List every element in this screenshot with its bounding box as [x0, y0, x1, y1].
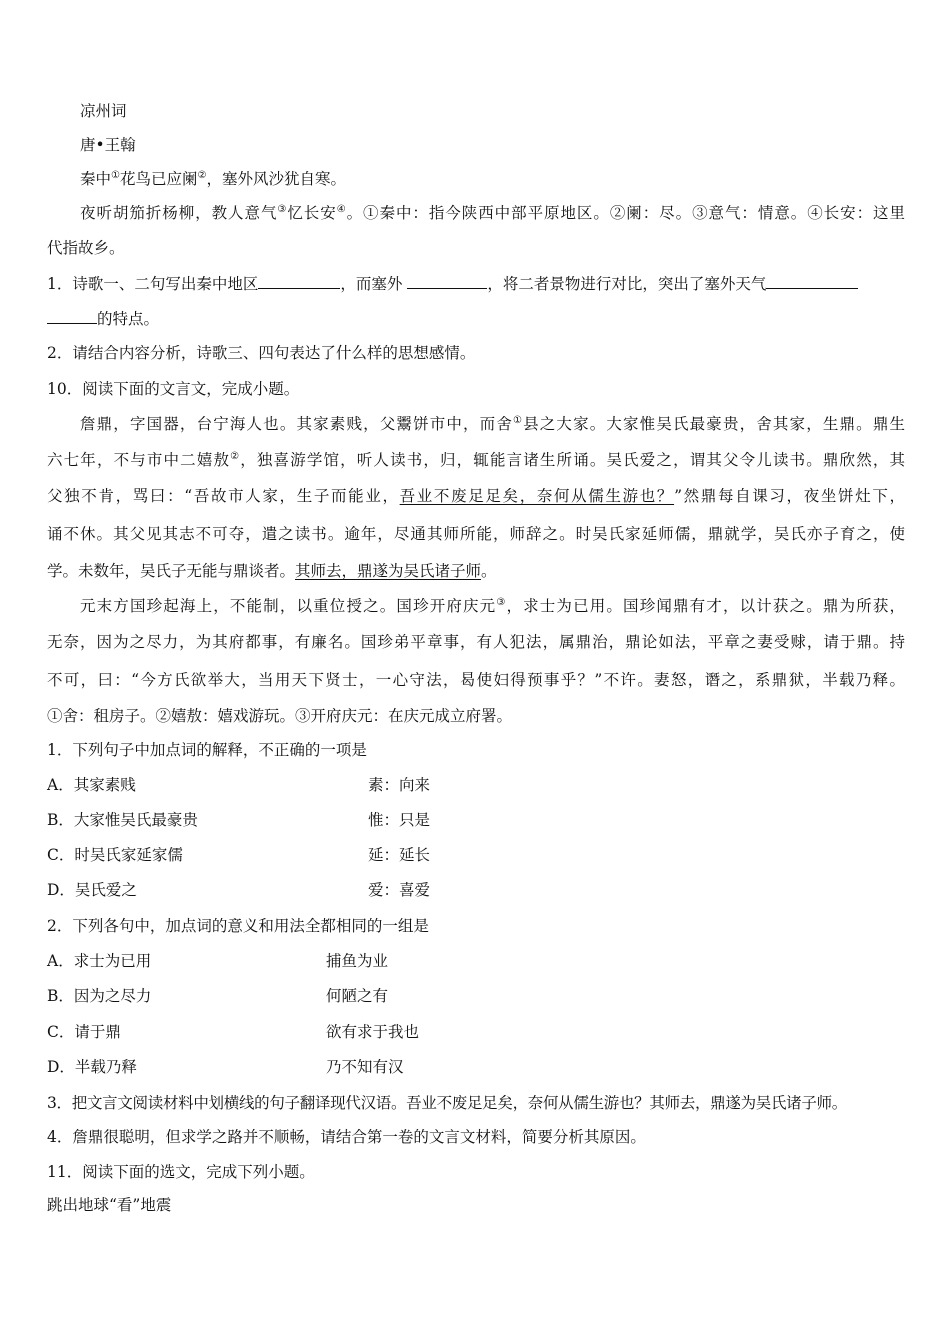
- mc1-option-d[interactable]: D．吴氏爱之 爱：喜爱: [47, 881, 431, 899]
- mc2-option-d[interactable]: D．半载乃释 乃不知有汉: [47, 1058, 404, 1076]
- poem-note-end: 代指故乡。: [47, 239, 125, 257]
- q10-question-3: 3．把文言文阅读材料中划横线的句子翻译现代汉语。吾业不废足足矣，奈何从儒生游也？其师去，鼎遂为吴氏诸子师。: [47, 1094, 847, 1112]
- passage-line: 不可，曰：“今方氏欲举大，当用天下贤士，一心守法，曷使妇得预事乎？”不许。妻怒，谮之，系鼎狱，半载乃释。: [47, 671, 905, 689]
- mc2-option-c[interactable]: C．请于鼎 欲有求于我也: [47, 1023, 420, 1041]
- underlined-sentence: 吾业不废足足矣，奈何从儒生游也？: [399, 487, 675, 505]
- poem-title: 凉州词: [80, 102, 127, 120]
- mc2-option-b[interactable]: B．因为之尽力 何陋之有: [47, 987, 389, 1005]
- poem-question-1: 1．诗歌一、二句写出秦中地区 ，而塞外 ，将二者景物进行对比，突出了塞外天气: [47, 274, 858, 294]
- passage-notes: ①舍：租房子。②嬉敖：嬉戏游玩。③开府庆元：在庆元成立府署。: [47, 707, 513, 725]
- mc1-option-b[interactable]: B．大家惟吴氏最豪贵 惟：只是: [47, 811, 431, 829]
- passage-line: 六七年，不与市中二嬉敖②，独喜游学馆，听人读书，归，辄能言诸生所诵。吴氏爱之，谓其父令儿读书。鼎欣然，其: [47, 450, 905, 469]
- mc1-option-a[interactable]: A．其家素贱 素：向来: [47, 776, 431, 794]
- passage-line: 詹鼎，字国器，台宁海人也。其家素贱，父鬻饼市中，而舍①县之大家。大家惟吴氏最豪贵，舍其家，生鼎。鼎生: [80, 414, 905, 433]
- answer-blank[interactable]: [766, 274, 858, 289]
- passage-line: 元末方国珍起海上，不能制，以重位授之。国珍开府庆元③，求士为已用。国珍闻鼎有才，以计获之。鼎为所获，: [80, 596, 905, 615]
- poem-author: 唐•王翰: [80, 136, 136, 154]
- q10-heading: 10．阅读下面的文言文，完成小题。: [47, 380, 300, 398]
- poem-line-2: 夜听胡笳折杨柳，教人意气③忆长安④。①秦中：指今陕西中部平原地区。②阑：尽。③意气：情意。④长安：这里: [80, 203, 905, 222]
- mc1-stem: 1．下列句子中加点词的解释，不正确的一项是: [47, 741, 367, 759]
- passage-line: 父独不肯，骂曰：“吾故市人家，生子而能业，吾业不废足足矣，奈何从儒生游也？”然鼎每自课习，夜坐饼灶下，: [47, 487, 905, 505]
- poem-question-1-cont: 的特点。: [47, 309, 159, 329]
- passage-line: 诵不休。其父见其志不可夺，遣之读书。逾年，尽通其师所能，师辞之。时吴氏家延师儒，鼎就学，吴氏亦子育之，使: [47, 525, 905, 543]
- mc2-option-a[interactable]: A．求士为已用 捕鱼为业: [47, 952, 389, 970]
- q11-passage-title: 跳出地球“看”地震: [47, 1196, 172, 1214]
- q10-question-4: 4．詹鼎很聪明，但求学之路并不顺畅，请结合第一卷的文言文材料，简要分析其原因。: [47, 1128, 646, 1146]
- answer-blank[interactable]: [47, 309, 97, 324]
- q11-heading: 11．阅读下面的选文，完成下列小题。: [47, 1163, 315, 1181]
- answer-blank[interactable]: [407, 274, 487, 289]
- passage-line: 学。未数年，吴氏子无能与鼎谈者。其师去，鼎遂为吴氏诸子师。: [47, 562, 497, 580]
- mc2-stem: 2．下列各句中，加点词的意义和用法全都相同的一组是: [47, 917, 429, 935]
- underlined-sentence: 其师去，鼎遂为吴氏诸子师: [295, 562, 482, 580]
- poem-question-2: 2．请结合内容分析，诗歌三、四句表达了什么样的思想感情。: [47, 344, 476, 362]
- poem-line-1: 秦中①花鸟已应阑②，塞外风沙犹自寒。: [80, 169, 346, 188]
- mc1-option-c[interactable]: C．时吴氏家延家儒 延：延长: [47, 846, 431, 864]
- passage-line: 无奈，因为之尽力，为其府都事，有廉名。国珍弟平章事，有人犯法，属鼎治，鼎论如法，平章之妻受赇，请于鼎。持: [47, 633, 905, 651]
- answer-blank[interactable]: [258, 274, 340, 289]
